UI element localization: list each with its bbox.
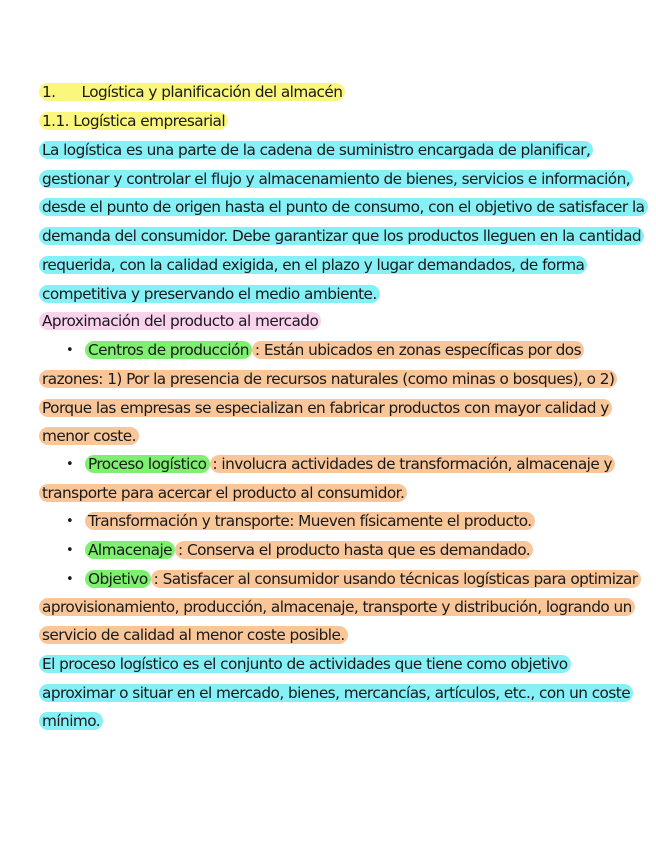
intro-text: La logística es una parte de la cadena de suministro encargada de planificar, xyxy=(39,141,593,159)
intro-line xyxy=(42,165,633,194)
closing-text: aproximar o situar en el mercado, bienes, mercancías, artículos, etc., con un coste xyxy=(39,684,633,702)
bullet-dot: • xyxy=(66,514,74,529)
intro-text: competitiva y preservando el medio ambiente. xyxy=(39,285,380,303)
intro-text: desde el punto de origen hasta el punto de consumo, con el objetivo de satisfacer la xyxy=(39,198,648,216)
heading-1-title: Logística y planificación del almacén xyxy=(81,83,343,101)
bullet-text: : involucra actividades de transformación, almacenaje y xyxy=(210,455,616,473)
closing-text: El proceso logístico es el conjunto de actividades que tiene como objetivo xyxy=(39,655,571,673)
subheading xyxy=(42,307,321,336)
bullet-term: Almacenaje xyxy=(85,541,175,559)
bullet-objetivo xyxy=(88,565,641,594)
bullet-term: Proceso logístico xyxy=(85,455,210,473)
bullet-dot: • xyxy=(66,543,74,558)
bullet-transformacion xyxy=(88,507,535,536)
bullet-text: transporte para acercar el producto al consumidor. xyxy=(39,484,407,502)
bullet-dot: • xyxy=(66,572,74,587)
heading-2-text: 1.1. Logística empresarial xyxy=(39,112,228,130)
bullet-text: : Satisfacer al consumidor usando técnicas logísticas para optimizar xyxy=(151,570,641,588)
intro-line xyxy=(42,193,648,222)
heading-2 xyxy=(42,107,228,136)
bullet-centros xyxy=(88,336,584,365)
intro-line xyxy=(42,222,644,251)
bullet-continuation xyxy=(42,621,348,650)
bullet-proceso xyxy=(88,450,615,479)
intro-text: requerida, con la calidad exigida, en el plazo y lugar demandados, de forma xyxy=(39,256,587,274)
bullet-almacenaje xyxy=(88,536,533,565)
bullet-text: Porque las empresas se especializan en fabricar productos con mayor calidad y xyxy=(39,399,612,417)
closing-line xyxy=(42,707,103,736)
bullet-dot: • xyxy=(66,343,74,358)
closing-text: mínimo. xyxy=(39,712,103,730)
bullet-continuation xyxy=(42,479,407,508)
bullet-dot: • xyxy=(66,457,74,472)
bullet-text: aprovisionamiento, producción, almacenaje, transporte y distribución, logrando un xyxy=(39,598,635,616)
intro-line xyxy=(42,251,587,280)
subheading-text: Aproximación del producto al mercado xyxy=(39,312,321,330)
bullet-text: servicio de calidad al menor coste posible. xyxy=(39,626,348,644)
bullet-text: Transformación y transporte: Mueven físicamente el producto. xyxy=(85,512,535,530)
intro-line xyxy=(42,136,593,165)
bullet-text: razones: 1) Por la presencia de recursos naturales (como minas o bosques), o 2) xyxy=(39,370,617,388)
bullet-continuation xyxy=(42,365,617,394)
intro-text: gestionar y controlar el flujo y almacenamiento de bienes, servicios e información, xyxy=(39,170,633,188)
intro-text: demanda del consumidor. Debe garantizar que los productos lleguen en la cantidad xyxy=(39,227,644,245)
closing-line xyxy=(42,650,571,679)
bullet-text: : Están ubicados en zonas específicas por dos xyxy=(252,341,584,359)
bullet-continuation xyxy=(42,394,612,423)
heading-1-highlight xyxy=(39,83,345,101)
intro-line xyxy=(42,280,380,309)
bullet-term: Objetivo xyxy=(85,570,151,588)
bullet-continuation xyxy=(42,422,139,451)
heading-1 xyxy=(42,78,345,107)
closing-line xyxy=(42,679,633,708)
heading-1-number: 1. xyxy=(42,83,56,101)
bullet-text: : Conserva el producto hasta que es demandado. xyxy=(175,541,533,559)
bullet-term: Centros de producción xyxy=(85,341,252,359)
bullet-continuation xyxy=(42,593,635,622)
bullet-text: menor coste. xyxy=(39,427,139,445)
